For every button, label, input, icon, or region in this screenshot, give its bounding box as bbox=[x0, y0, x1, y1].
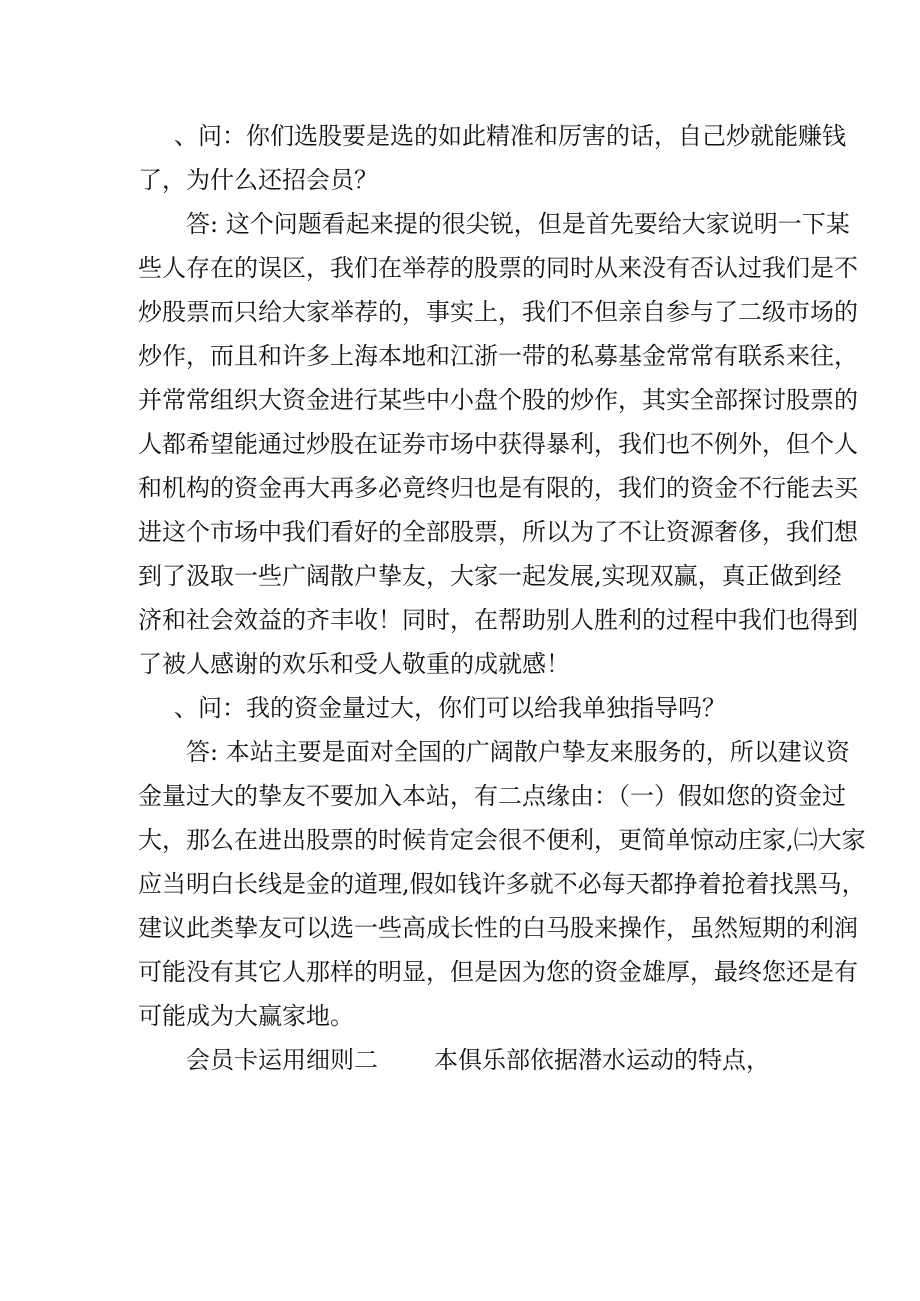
section-text: 本俱乐部依据潜水运动的特点， bbox=[434, 1046, 770, 1074]
answer-1-line-9: 到了汲取一些广阔散户挚友，大家一起发展,实现双赢，真正做到经 bbox=[138, 562, 842, 590]
answer-2-line-1: 答: 本站主要是面对全国的广阔散户挚友来服务的，所以建议资 bbox=[186, 738, 850, 766]
answer-1-line-1: 答: 这个问题看起来提的很尖锐，但是首先要给大家说明一下某 bbox=[186, 210, 850, 238]
answer-2-line-3: 大，那么在进出股票的时候肯定会很不便利，更简单惊动庄家,㈡大家 bbox=[138, 826, 866, 854]
answer-2-line-4: 应当明白长线是金的道理,假如钱许多就不必每天都挣着抢着找黑马， bbox=[138, 870, 866, 898]
answer-2-line-7: 可能成为大赢家地。 bbox=[138, 1002, 354, 1030]
answer-1-line-3: 炒股票而只给大家举荐的，事实上，我们不但亲自参与了二级市场的 bbox=[138, 298, 858, 326]
section-title: 会员卡运用细则二 bbox=[186, 1046, 378, 1074]
answer-1-line-6: 人都希望能通过炒股在证券市场中获得暴利，我们也不例外，但个人 bbox=[138, 430, 858, 458]
answer-2-line-2: 金量过大的挚友不要加入本站，有二点缘由：（一）假如您的资金过 bbox=[138, 782, 846, 810]
answer-1-line-2: 些人存在的误区，我们在举荐的股票的同时从来没有否认过我们是不 bbox=[138, 254, 858, 282]
answer-1-line-4: 炒作，而且和许多上海本地和江浙一带的私募基金常常有联系来往， bbox=[138, 342, 858, 370]
question-2-line-1: 、问：我的资金量过大，你们可以给我单独指导吗？ bbox=[174, 694, 726, 722]
document-body bbox=[138, 114, 866, 1082]
answer-2-line-5: 建议此类挚友可以选一些高成长性的白马股来操作，虽然短期的利润 bbox=[138, 914, 858, 942]
answer-1-line-5: 并常常组织大资金进行某些中小盘个股的炒作，其实全部探讨股票的 bbox=[138, 386, 858, 414]
answer-1-line-11: 了被人感谢的欢乐和受人敬重的成就感！ bbox=[138, 650, 570, 678]
answer-2-line-6: 可能没有其它人那样的明显，但是因为您的资金雄厚，最终您还是有 bbox=[138, 958, 858, 986]
answer-1-line-10: 济和社会效益的齐丰收！同时，在帮助别人胜利的过程中我们也得到 bbox=[138, 606, 858, 634]
question-1-line-2: 了，为什么还招会员？ bbox=[138, 166, 378, 194]
answer-1-line-7: 和机构的资金再大再多必竟终归也是有限的，我们的资金不行能去买 bbox=[138, 474, 858, 502]
section-line bbox=[138, 1038, 788, 1082]
question-1-line-1: 、问：你们选股要是选的如此精准和厉害的话，自己炒就能赚钱 bbox=[174, 122, 846, 150]
answer-1-line-8: 进这个市场中我们看好的全部股票，所以为了不让资源奢侈，我们想 bbox=[138, 518, 858, 546]
